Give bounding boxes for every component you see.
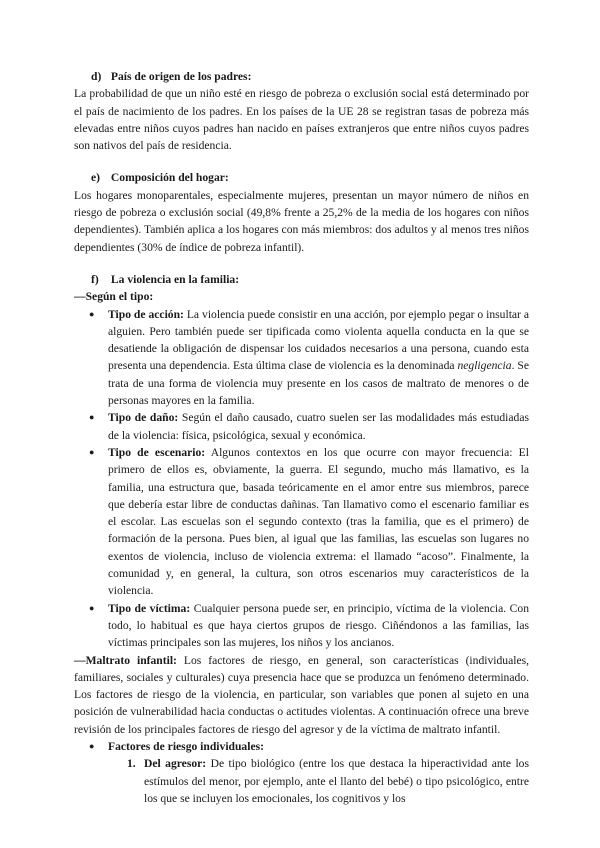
section-f-heading bbox=[91, 271, 529, 288]
section-d-body: La probabilidad de que un niño esté en riesgo de pobreza o exclusión social está determinado por el país de nacimiento de los padres. En los países de la UE 28 se registran tasas de pobreza más elevadas entre niños cuyos padres han nacido en países extranjeros que entre niños cuyos padres son nativos del país de residencia. bbox=[74, 87, 529, 153]
maltrato-infantil-text: Los factores de riesgo, en general, son características (individuales, familiares, sociales y culturales) cuya presencia hace que se produzca un fenómeno determinado. Los factores de riesgo de la violencia, en particular, son variables que ponen al sujeto en una posición de vulnerabilidad hacia conductas o actitudes violentas. A continuación ofrece una breve revisión de los principales factores de riesgo del agresor y de la víctima de maltrato infantil. bbox=[74, 653, 529, 736]
list-item-term: Tipo de acción: bbox=[108, 307, 184, 321]
factores-list bbox=[74, 738, 529, 755]
section-e-body: Los hogares monoparentales, especialmente mujeres, presentan un mayor número de niños en riesgo de pobreza o exclusión social (49,8% frente a 25,2% de la media de los hogares con niños dependientes). También aplica a los hogares con más miembros: dos adultos y al menos tres niños dependientes (30% de índice de pobreza infantil). bbox=[74, 188, 529, 254]
section-d-number: d) bbox=[91, 70, 102, 83]
section-f-number: f) bbox=[91, 272, 99, 286]
list-item-text-tail: . Se trata de una forma de violencia muy presente en los casos de maltrato de menores o de personas mayores en la familia. bbox=[108, 359, 529, 408]
list-item-text: Algunos contextos en los que ocurre con mayor frecuencia: El primero de ellos es, obviamente, la guerra. El segundo, mucho más llamativo, es la familia, una estructura que, basada teóricamente en el amor entre sus miembros, parece que debería estar libre de conductas dañinas. Tan llamativo como el escenario familiar es el escolar. Las escuelas son el segundo contexto (tras la familia, que es el primero) de formación de la persona. Pues bien, al igual que las familias, las escuelas son lugares no exentos de violencia, incluso de violencia extrema: el llamado “acoso”. Finalmente, la comunidad y, en general, la cultura, son otros escenarios muy característicos de la violencia. bbox=[108, 445, 529, 598]
maltrato-infantil-paragraph bbox=[74, 652, 529, 738]
list-item bbox=[74, 444, 529, 600]
section-f-title: La violencia en la familia: bbox=[110, 272, 240, 286]
maltrato-infantil-term: —Maltrato infantil: bbox=[74, 653, 177, 667]
agresor-text: De tipo biológico (entre los que destaca la hiperactividad ante los estímulos del menor, por ejemplo, ante el llanto del bebé) o tipo psicológico, entre los que se incluyen los emocionales, los cognitivos y los bbox=[144, 757, 529, 805]
violence-type-list bbox=[74, 306, 529, 652]
section-d-heading bbox=[91, 68, 529, 85]
section-e-title: Composición del hogar: bbox=[110, 171, 229, 185]
list-item-text: Cualquier persona puede ser, en principio, víctima de la violencia. Con todo, lo habitual es que haya ciertos grupos de riesgo. Ciñéndonos a las familias, las víctimas principales son las mujeres, los niños y los ancianos. bbox=[108, 601, 529, 650]
list-item-term: Tipo de escenario: bbox=[108, 445, 206, 459]
numbered-item-number: 1. bbox=[127, 757, 136, 771]
section-e-number: e) bbox=[91, 171, 101, 185]
list-item-term: Tipo de daño: bbox=[108, 411, 179, 425]
list-item bbox=[74, 409, 529, 444]
list-item-emphasis: negligencia bbox=[457, 359, 512, 373]
list-item-term: Tipo de víctima: bbox=[108, 601, 191, 615]
list-item-text: La violencia puede consistir en una acción, por ejemplo pegar o insultar a alguien. Pero también puede ser tipificada como violenta aquella conducta en la que se desatiende la obligación de dispensar los cuidados necesarios a una persona, cuando esta presenta una dependencia. Esta última clase de violencia es la denominada bbox=[108, 307, 530, 373]
factores-title: ● Factores de riesgo individuales: bbox=[108, 739, 264, 753]
section-d-title: País de origen de los padres: bbox=[110, 70, 252, 83]
list-item bbox=[74, 306, 529, 410]
list-item-text: Según el daño causado, cuatro suelen ser las modalidades más estudiadas de la violencia: física, psicológica, sexual y económica. bbox=[108, 411, 530, 442]
agresor-term: Del agresor: bbox=[144, 757, 207, 771]
list-item bbox=[74, 600, 529, 652]
numbered-item bbox=[74, 755, 529, 807]
section-e-heading bbox=[91, 169, 529, 186]
segun-tipo-heading: —Según el tipo: bbox=[74, 290, 154, 304]
document-page bbox=[74, 68, 529, 807]
list-item bbox=[74, 738, 529, 755]
